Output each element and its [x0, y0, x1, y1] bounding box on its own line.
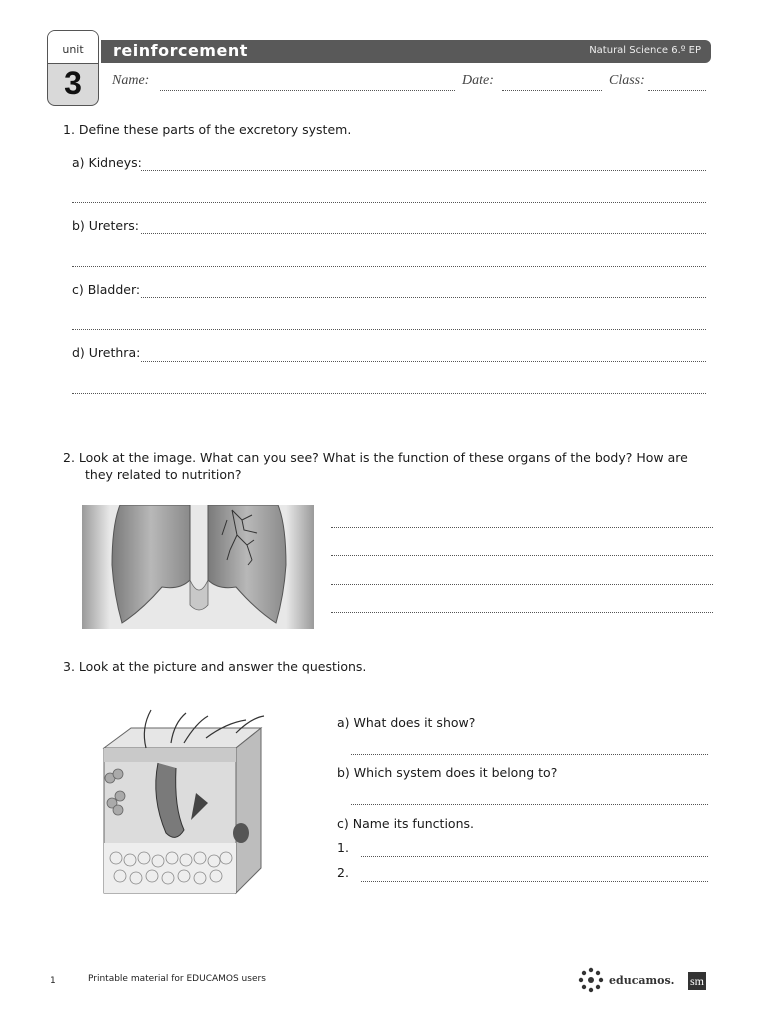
q1-answer-line[interactable]: [141, 170, 706, 171]
question-3-prompt: 3. Look at the picture and answer the questions.: [63, 659, 367, 674]
class-field[interactable]: [648, 90, 706, 91]
unit-label: unit: [62, 43, 84, 56]
q3-c-prompt: c) Name its functions.: [337, 816, 474, 831]
name-field[interactable]: [160, 90, 455, 91]
q1-answer-line[interactable]: [72, 202, 706, 203]
q3-b-prompt: b) Which system does it belong to?: [337, 765, 558, 780]
q1-answer-line[interactable]: [141, 297, 706, 298]
question-2-prompt-line2: they related to nutrition?: [85, 467, 242, 482]
class-label: Class:: [609, 73, 645, 88]
q1-item-urethra: d) Urethra:: [72, 345, 141, 360]
q2-answer-line[interactable]: [331, 555, 713, 556]
title-banner: [101, 40, 711, 63]
q3-a-answer-line[interactable]: [351, 754, 708, 755]
question-1-prompt: 1. Define these parts of the excretory system.: [63, 122, 352, 137]
q3-b-answer-line[interactable]: [351, 804, 708, 805]
footer-note: Printable material for EDUCAMOS users: [88, 974, 266, 984]
subject-label: Natural Science 6.º EP: [589, 45, 701, 56]
educamos-brand: educamos.: [609, 974, 675, 987]
q2-answer-line[interactable]: [331, 612, 713, 613]
q1-answer-line[interactable]: [72, 329, 706, 330]
skin-cross-section-illustration: [96, 708, 276, 900]
q2-answer-line[interactable]: [331, 527, 713, 528]
date-label: Date:: [462, 73, 494, 88]
q1-item-bladder: c) Bladder:: [72, 282, 141, 297]
q3-c-number-2: 2.: [337, 865, 349, 880]
name-label: Name:: [112, 73, 150, 88]
q1-item-ureters: b) Ureters:: [72, 218, 139, 233]
q2-answer-line[interactable]: [331, 584, 713, 585]
educamos-logo-icon: [577, 966, 605, 994]
q1-answer-line[interactable]: [141, 233, 706, 234]
page-number: 1: [50, 976, 56, 986]
q3-a-prompt: a) What does it show?: [337, 715, 476, 730]
worksheet-title: reinforcement: [113, 41, 248, 60]
unit-number: 3: [64, 65, 82, 101]
q3-c-number-1: 1.: [337, 840, 349, 855]
q1-item-kidneys: a) Kidneys:: [72, 155, 142, 170]
q3-c-answer-line-2[interactable]: [361, 881, 708, 882]
sm-publisher-logo: sm: [689, 974, 704, 988]
q1-answer-line[interactable]: [72, 393, 706, 394]
q1-answer-line[interactable]: [141, 361, 706, 362]
q3-c-answer-line-1[interactable]: [361, 856, 708, 857]
unit-badge: [47, 30, 99, 106]
q1-answer-line[interactable]: [72, 266, 706, 267]
date-field[interactable]: [502, 90, 602, 91]
question-2-prompt-line1: 2. Look at the image. What can you see? What is the function of these organs of the body? How are: [63, 450, 688, 465]
lungs-illustration: [82, 505, 314, 629]
